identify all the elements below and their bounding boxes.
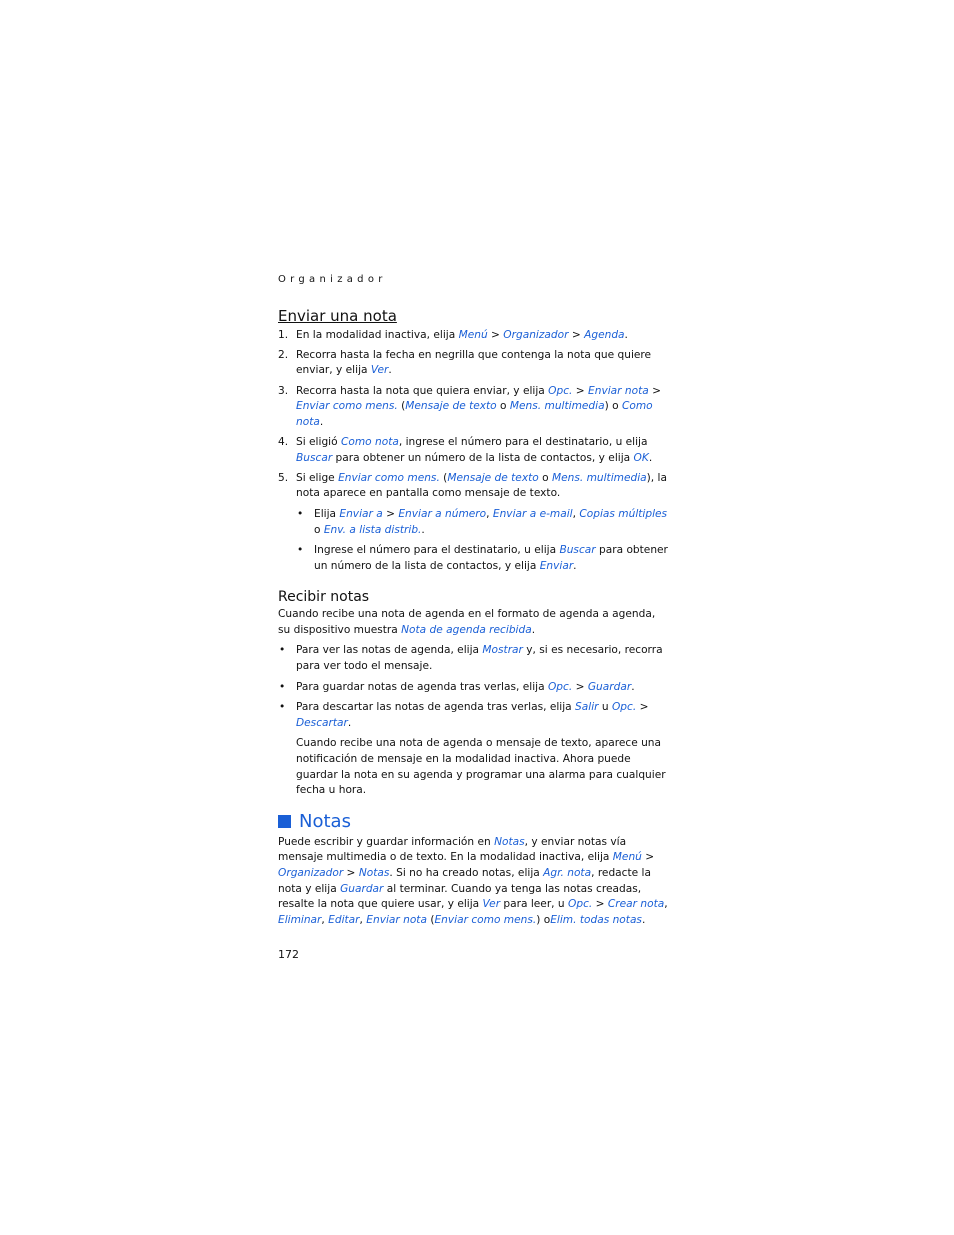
link-elim-todas-notas[interactable]: Elim. todas notas [550,913,642,926]
link-opc[interactable]: Opc. [548,384,573,397]
link-enviar-como-mens[interactable]: Enviar como mens. [296,400,398,413]
link-guardar[interactable]: Guardar [587,680,632,693]
text: > [641,851,655,864]
text: Recorra hasta la fecha en negrilla que contenga la nota que quiere enviar, y elija [296,348,652,377]
text: o [496,400,510,413]
text: . Si no ha creado notas, elija [389,867,544,879]
list-item [278,680,670,696]
link-notas[interactable]: Notas [358,867,390,879]
text: Si eligió [296,435,341,448]
text: > [343,867,359,879]
text: . [421,523,425,536]
link-opc[interactable]: Opc. [547,680,573,693]
link-mens-multimedia[interactable]: Mens. multimedia [509,400,605,413]
page-number: 172 [278,948,299,961]
step-number: 4. [278,435,289,448]
text: . [631,680,635,693]
link-mostrar[interactable]: Mostrar [482,644,523,657]
text: para obtener un número de la lista de contactos, y elija [332,451,634,464]
link-enviar-como-mens[interactable]: Enviar como mens. [338,471,440,484]
text: o [538,471,552,484]
link-enviar-como-mens[interactable]: Enviar como mens. [434,913,537,926]
section-title-recibir-notas: Recibir notas [278,589,370,606]
link-como-nota[interactable]: Como nota [340,435,399,448]
text: ( [439,471,448,484]
link-agr-nota[interactable]: Agr. nota [543,867,592,879]
recibir-list [278,643,670,798]
text: > [648,384,661,397]
link-env-a-lista-distrib[interactable]: Env. a lista distrib. [323,523,422,536]
link-ver[interactable]: Ver [482,898,501,911]
bullet-icon: • [297,507,304,520]
recibir-note: Cuando recibe una nota de agenda o mensaje de texto, aparece una notificación de mensaje en la modalidad inactiva. Ahora puede guardar la nota en su agenda y programar una alarma para cualquier fecha u hora. [296,737,666,797]
text: , [664,898,668,911]
text: > [382,507,399,520]
link-buscar[interactable]: Buscar [296,451,333,464]
step-1 [278,328,670,344]
notas-paragraph [278,835,670,929]
text: y, si es necesario, recorra para ver todo el mensaje. [296,644,663,673]
section-title-notas [278,811,670,833]
text: ) o [536,913,551,926]
text: > [568,328,585,341]
link-editar[interactable]: Editar [328,913,360,926]
steps-list [278,328,670,575]
list-item [296,507,670,538]
text: Recorra hasta la nota que quiera enviar, y elija [296,384,549,397]
text: , y enviar notas vía mensaje multimedia o de texto. En la modalidad inactiva, elija [278,835,627,864]
link-enviar-nota[interactable]: Enviar nota [588,384,649,397]
text: . [641,913,646,926]
bullet-icon: • [279,644,286,657]
text: . [648,451,653,464]
text: . [573,559,577,572]
list-item [296,543,670,574]
link-descartar[interactable]: Descartar [296,716,348,729]
text: . [347,716,352,729]
text: Para guardar notas de agenda tras verlas, elija [296,680,548,693]
link-como-nota[interactable]: Como nota [296,400,653,428]
link-organizador[interactable]: Organizador [278,867,344,879]
link-menu[interactable]: Menú [458,328,488,341]
step-number: 1. [278,328,289,341]
link-mensaje-de-texto[interactable]: Mensaje de texto [405,400,497,413]
text: . [319,415,324,428]
text: u [598,701,612,714]
text: Puede escribir y guardar información en [278,835,495,848]
text: Si elige [296,471,339,484]
text: ), la nota aparece en pantalla como mensaje de texto. [296,471,667,500]
text: Cuando recibe una nota de agenda en el formato de agenda a agenda, su dispositivo muestra [278,608,656,636]
text: En la modalidad inactiva, elija [296,328,459,341]
text: o [314,523,324,536]
step-3 [278,384,670,431]
link-menu[interactable]: Menú [612,851,642,864]
text: al terminar. Cuando ya tenga las notas creadas, resalte la nota que quiere usar, y elija [278,882,642,911]
text: para leer, u [500,898,568,911]
page-body [278,272,670,928]
text: > [572,680,588,693]
square-icon [278,815,291,828]
link-guardar[interactable]: Guardar [340,882,384,895]
list-item [278,700,670,799]
list-item [278,643,670,674]
text: Ingrese el número para el destinatario, u elija [314,544,560,557]
text: , [359,913,367,926]
link-enviar-nota[interactable]: Enviar nota [366,913,427,926]
link-enviar-a[interactable]: Enviar a [339,507,383,520]
step-number: 2. [278,348,289,361]
heading-text: Notas [299,810,351,832]
link-mens-multimedia[interactable]: Mens. multimedia [551,471,647,484]
link-agenda[interactable]: Agenda [584,328,625,341]
text: . [388,364,392,377]
text: ( [397,400,406,413]
step-2 [278,348,670,379]
link-crear-nota[interactable]: Crear nota [607,898,665,911]
link-ver[interactable]: Ver [370,364,389,377]
text: , ingrese el número para el destinatario, u elija [398,435,648,448]
link-opc[interactable]: Opc. [611,701,637,714]
link-buscar[interactable]: Buscar [559,544,596,557]
bullet-icon: • [279,680,286,693]
step-4 [278,435,670,466]
recibir-intro [278,607,670,638]
bullet-icon: • [297,544,304,557]
bullet-icon: • [279,701,286,714]
step-5 [278,471,670,575]
text: , redacte la nota y elija [278,867,651,895]
link-copias-multiples[interactable]: Copias múltiples [579,507,668,520]
text: Para ver las notas de agenda, elija [296,644,483,657]
text: > [487,328,504,341]
text: , [486,507,493,520]
text: para obtener un número de la lista de contactos, y elija [314,544,668,572]
running-head: Organizador [278,274,387,285]
link-enviar[interactable]: Enviar [539,559,574,572]
step-number: 5. [278,471,289,484]
text: . [624,328,628,341]
step-number: 3. [278,384,289,397]
text: ) o [604,400,622,413]
text: > [592,898,608,911]
link-opc[interactable]: Opc. [568,898,593,911]
text: , [572,507,580,520]
text: ( [426,913,435,926]
link-notas[interactable]: Notas [494,835,525,848]
link-nota-de-agenda-recibida[interactable]: Nota de agenda recibida [401,623,532,636]
link-mensaje-de-texto[interactable]: Mensaje de texto [447,471,539,484]
link-salir[interactable]: Salir [575,701,599,714]
text: Para descartar las notas de agenda tras verlas, elija [296,701,576,714]
section-title-enviar-nota: Enviar una nota [278,306,397,325]
link-eliminar[interactable]: Eliminar [278,913,322,926]
link-organizador[interactable]: Organizador [503,328,569,341]
text: . [531,623,536,636]
link-ok[interactable]: OK [633,451,649,464]
text: > [636,701,649,714]
link-enviar-a-email[interactable]: Enviar a e-mail [492,507,573,520]
text: > [572,384,589,397]
step-5-sublist [296,507,670,574]
text: , [321,913,329,926]
text: Elija [314,507,340,520]
link-enviar-a-numero[interactable]: Enviar a número [398,507,487,520]
